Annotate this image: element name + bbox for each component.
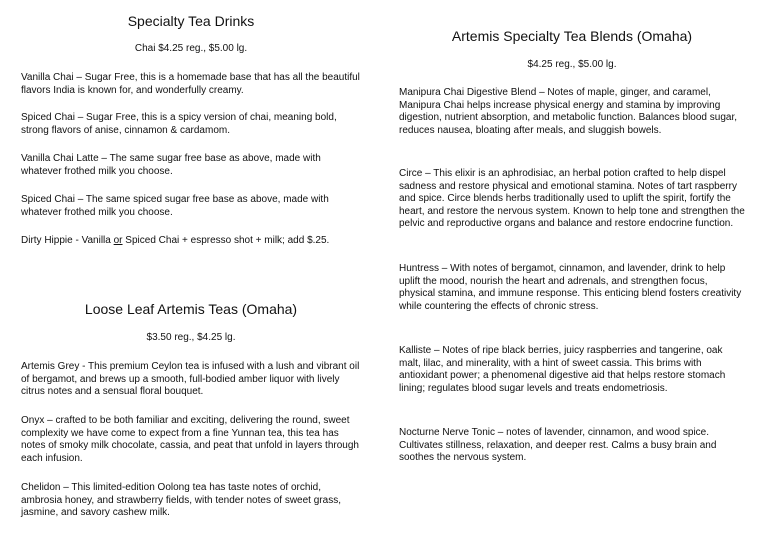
dirty-hippie-or: or: [113, 235, 123, 246]
loose-leaf-title: Loose Leaf Artemis Teas (Omaha): [84, 301, 298, 317]
loose-leaf-price: $3.50 reg., $4.25 lg.: [146, 332, 236, 343]
chelidon-item: Chelidon – This limited-edition Oolong tea has taste notes of orchid, ambrosia honey, and strawberry fields, with tender notes of sweet grass, jasmine, and savory cashew milk.: [21, 482, 341, 519]
specialty-drinks-title: Specialty Tea Drinks: [127, 13, 255, 29]
dirty-hippie-text-after: Spiced Chai + espresso shot + milk; add $.25.: [122, 235, 330, 246]
nocturne-nerve-tonic-item: Nocturne Nerve Tonic – notes of lavender, cinnamon, and wood spice. Cultivates stillness, relaxation, and deeper rest. Calms a busy brain and soothes the nervous system.: [399, 427, 717, 464]
onyx-item: Onyx – crafted to be both familiar and exciting, delivering the round, sweet complexity we have come to expect from a fine Yunnan tea, this tea has notes of smoky milk chocolate, cassia, and peat that unfold in layers through each infusion.: [21, 415, 359, 464]
vanilla-chai-item: Vanilla Chai – Sugar Free, this is a homemade base that has all the beautiful flavors India is known for, and wonderfully creamy.: [21, 72, 360, 96]
kalliste-item: Kalliste – Notes of ripe black berries, juicy raspberries and tangerine, oak malt, lilac, and minerality, with a hint of sweet cassia. This brims with antioxidant power; a phenomenal digestive aid that helps restore stomach lining; regulates blood sugar levels and treats endometriosis.: [399, 345, 726, 394]
vanilla-chai-latte-item: Vanilla Chai Latte – The same sugar free base as above, made with whatever frothed milk you choose.: [21, 153, 321, 177]
artemis-grey-item: Artemis Grey - This premium Ceylon tea is infused with a lush and vibrant oil of bergamot, and brews up a smooth, full-bodied amber liquor with lively citrus notes and a sensual floral bouquet.: [21, 361, 360, 398]
circe-item: Circe – This elixir is an aphrodisiac, an herbal potion crafted to help dispel sadness and restore physical and emotional stamina. Notes of tart raspberry and spice. Circe blends herbs traditionally used to uplift the spirit, fortify the heart, and restore the nervous system. Known to help tone and strengthen the pelvic and reproductive organs and balance and restore endocrine function.: [399, 168, 745, 230]
specialty-blends-price: $4.25 reg., $5.00 lg.: [527, 59, 617, 70]
manipura-chai-item: Manipura Chai Digestive Blend – Notes of maple, ginger, and caramel, Manipura Chai helps increase physical energy and stamina by improving digestion, nutrient absorption, and metabolic function. Balances blood sugar, reduces nausea, bloating after meals, and sluggish bowels.: [399, 87, 737, 136]
specialty-blends-title: Artemis Specialty Tea Blends (Omaha): [451, 28, 693, 44]
dirty-hippie-item: [21, 235, 361, 248]
spiced-chai-item: Spiced Chai – Sugar Free, this is a spicy version of chai, meaning bold, strong flavors of anise, cinnamon & cardamom.: [21, 112, 337, 136]
specialty-drinks-price: Chai $4.25 reg., $5.00 lg.: [134, 43, 248, 54]
dirty-hippie-text-before: Dirty Hippie - Vanilla: [21, 235, 114, 246]
spiced-chai-latte-item: Spiced Chai – The same spiced sugar free base as above, made with whatever frothed milk you choose.: [21, 194, 329, 218]
huntress-item: Huntress – With notes of bergamot, cinnamon, and lavender, drink to help uplift the mood, nourish the heart and adrenals, and strengthen focus, physical stamina, and immune response. This enticing blend fosters creativity while countering the effects of chronic stress.: [399, 263, 742, 312]
